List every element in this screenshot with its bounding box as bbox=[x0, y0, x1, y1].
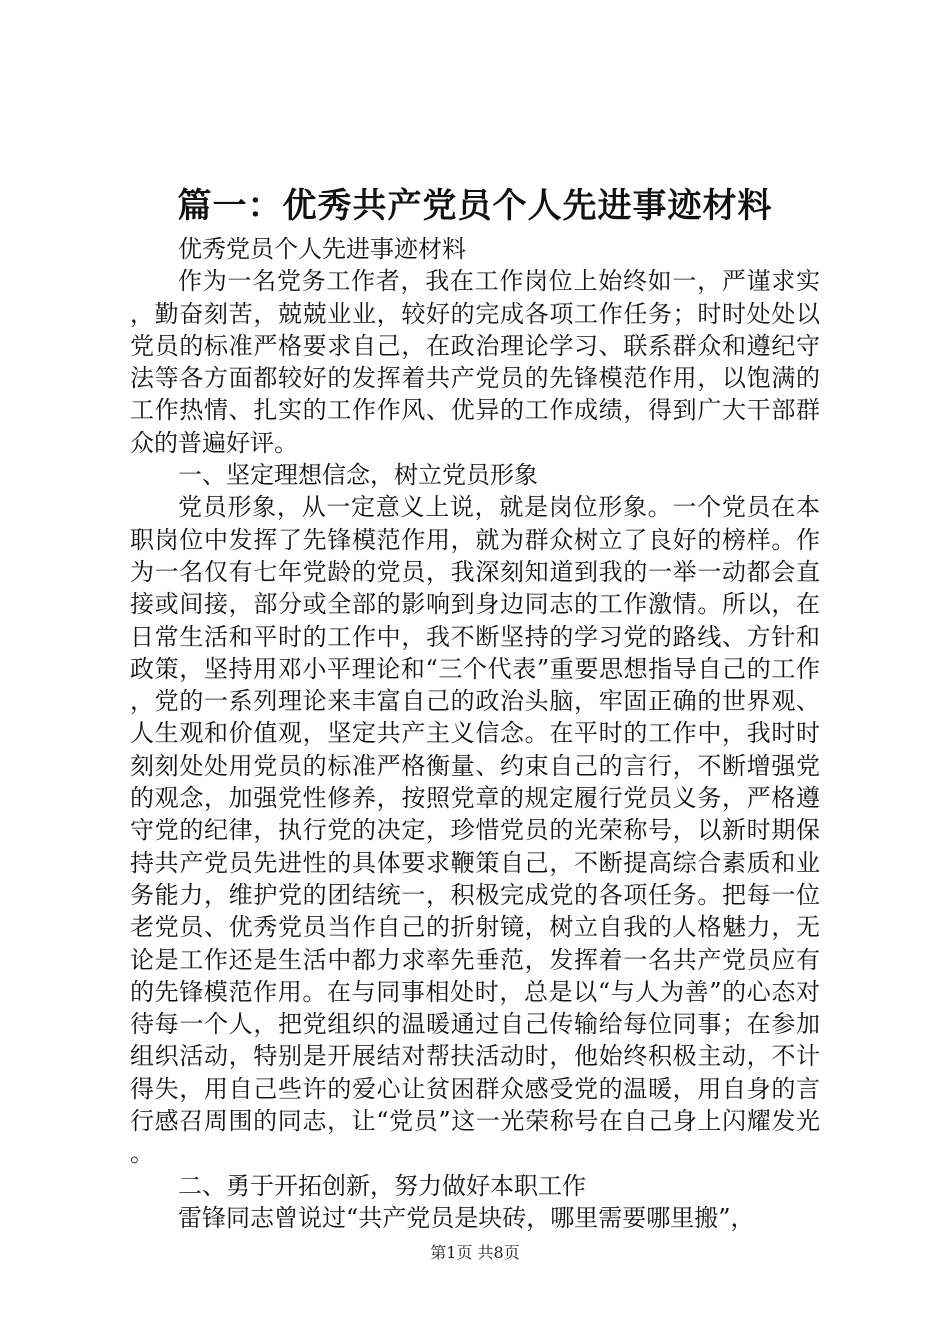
section-heading-2: 二、勇于开拓创新，努力做好本职工作 bbox=[178, 1171, 586, 1200]
page-number-footer: 第1页 共8页 bbox=[430, 1243, 520, 1262]
document-body bbox=[130, 233, 820, 1234]
document-title: 篇一：优秀共产党员个人先进事迹材料 bbox=[177, 186, 773, 226]
paragraph-section-1: 党员形象，从一定意义上说，就是岗位形象。一个党员在本职岗位中发挥了先锋模范作用，就为群众树立了良好的榜样。作为一名仅有七年党龄的党员，我深刻知道到我的一举一动都会直接或间接，部分或全部的影响到身边同志的工作激情。所以，在日常生活和平时的工作中，我不断坚持的学习党的路线、方针和政策，坚持用邓小平理论和“三个代表”重要思想指导自己的工作，党的一系列理论来丰富自己的政治头脑，牢固正确的世界观、人生观和价值观，坚定共产主义信念。在平时的工作中，我时时刻刻处处用党员的标准严格衡量、约束自己的言行，不断增强党的观念，加强党性修养，按照党章的规定履行党员义务，严格遵守党的纪律，执行党的决定，珍惜党员的光荣称号，以新时期保持共产党员先进性的具体要求鞭策自己，不断提高综合素质和业务能力，维护党的团结统一，积极完成党的各项任务。把每一位老党员、优秀党员当作自己的折射镜，树立自我的人格魅力，无论是工作还是生活中都力求率先垂范，发挥着一名共产党员应有的先锋模范作用。在与同事相处时，总是以“与人为善”的心态对待每一个人，把党组织的温暖通过自己传输给每位同事；在参加组织活动，特别是开展结对帮扶活动时，他始终积极主动，不计得失，用自己些许的爱心让贫困群众感受党的温暖，用自身的言行感召周围的同志，让“党员”这一光荣称号在自己身上闪耀发光。 bbox=[130, 493, 820, 1168]
paragraph-section-2-start: 雷锋同志曾说过“共产党员是块砖，哪里需要哪里搬”， bbox=[178, 1203, 755, 1232]
paragraph-subtitle: 优秀党员个人先进事迹材料 bbox=[178, 235, 466, 263]
paragraph-intro: 作为一名党务工作者，我在工作岗位上始终如一，严谨求实，勤奋刻苦，兢兢业业，较好的完成各项工作任务；时时处处以党员的标准严格要求自己，在政治理论学习、联系群众和遵纪守法等各方面都较好的发挥着共产党员的先锋模范作用，以饱满的工作热情、扎实的工作作风、优异的工作成绩，得到广大干部群众的普遍好评。 bbox=[130, 267, 820, 457]
section-heading-1: 一、坚定理想信念，树立党员形象 bbox=[178, 461, 538, 490]
